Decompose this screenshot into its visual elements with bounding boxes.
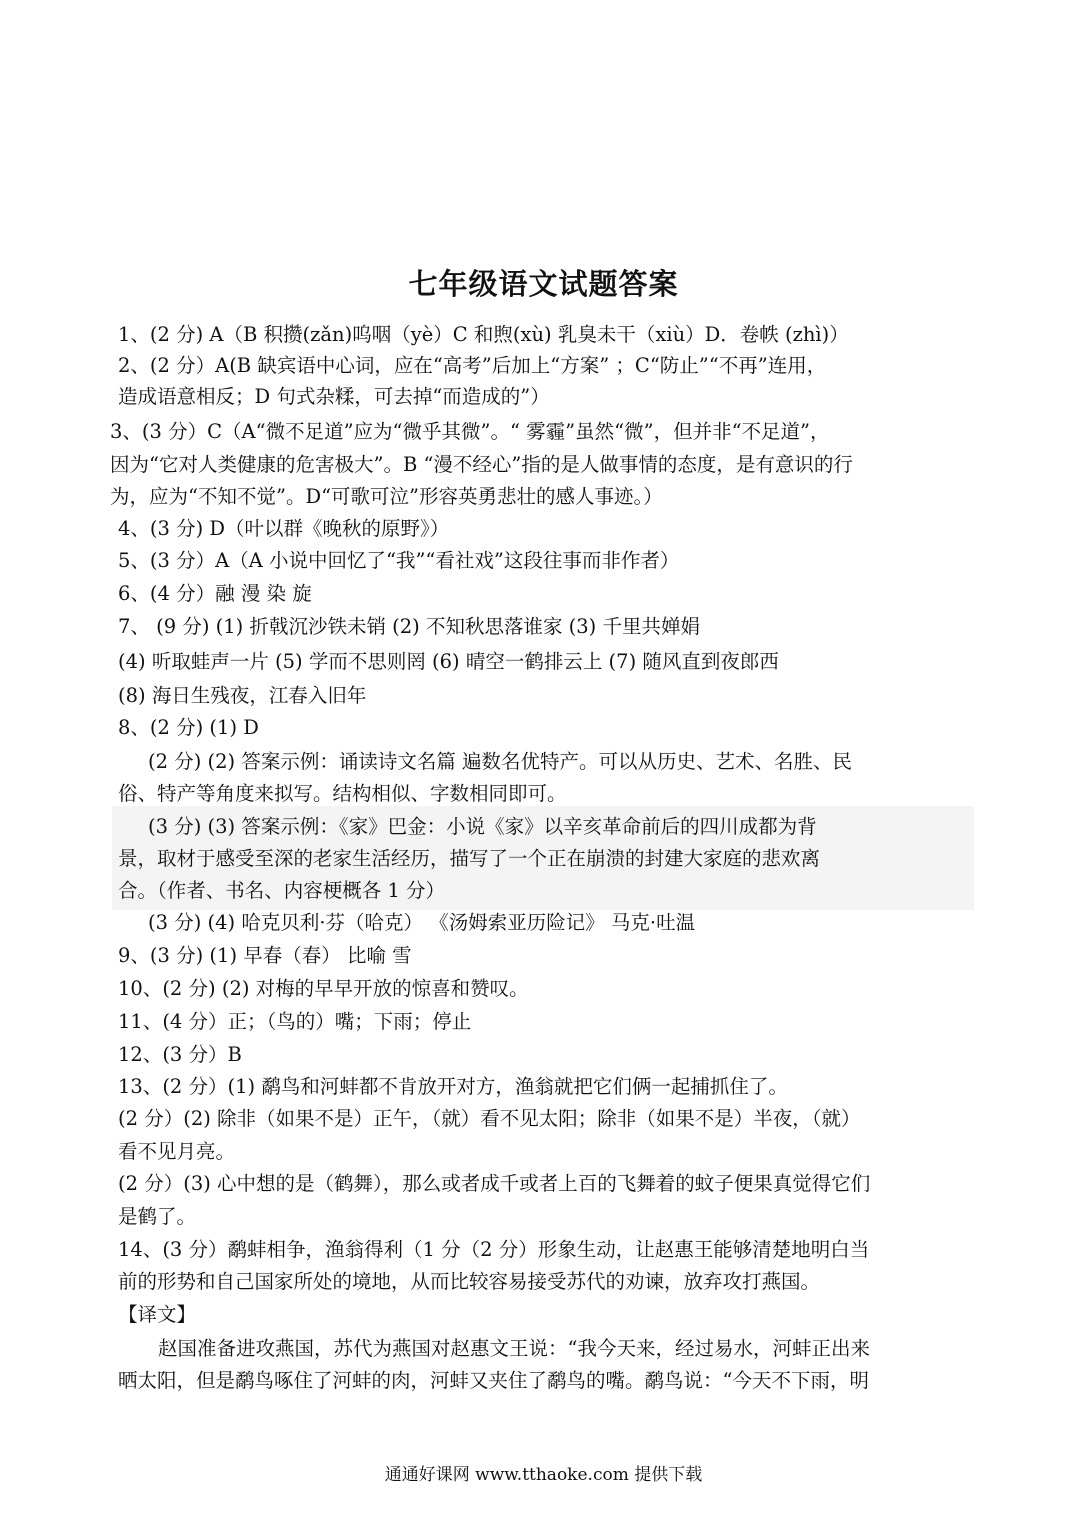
answer-line: 3、(3 分）C（A“微不足道”应为“微乎其微”。“ 雾霾”虽然“微”，但并非“不足道”， — [110, 420, 830, 443]
answer-line: 14、(3 分）鹬蚌相争，渔翁得利（1 分（2 分）形象生动，让赵惠王能够清楚地明白当 — [118, 1238, 870, 1261]
answer-line: (3 分) (3) 答案示例：《家》巴金：小说《家》以辛亥革命前后的四川成都为背 — [148, 815, 817, 838]
answer-line: 9、(3 分) (1) 早春（春） 比喻 雪 — [118, 944, 412, 967]
answer-line: 5、(3 分）A（A 小说中回忆了“我”“看社戏”这段往事而非作者） — [118, 549, 680, 572]
answer-line: (2 分) (2) 答案示例：诵读诗文名篇 遍数名优特产。可以从历史、艺术、名胜、民 — [148, 750, 853, 773]
answer-line: 4、(3 分) D（叶以群《晚秋的原野》） — [118, 517, 450, 540]
translation-line: 赵国准备进攻燕国，苏代为燕国对赵惠文王说：“我今天来，经过易水，河蚌正出来 — [158, 1337, 870, 1360]
answer-line: 12、(3 分）B — [118, 1043, 242, 1066]
answer-line: 10、(2 分) (2) 对梅的早早开放的惊喜和赞叹。 — [118, 977, 529, 1000]
footer-source-note: 通通好课网 www.tthaoke.com 提供下载 — [384, 1465, 703, 1485]
answer-line: (8) 海日生残夜，江春入旧年 — [118, 684, 367, 707]
answer-line: 因为“它对人类健康的危害极大”。B “漫不经心”指的是人做事情的态度，是有意识的行 — [110, 453, 853, 476]
answer-line: 俗、特产等角度来拟写。结构相似、字数相同即可。 — [118, 782, 567, 805]
answer-line: 为，应为“不知不觉”。D“可歌可泣”形容英勇悲壮的感人事迹。） — [110, 485, 663, 508]
answer-line: 1、(2 分) A（B 积攒(zǎn)呜咽（yè）C 和煦(xù) 乳臭未干（xiù）D．卷帙 (zhì)） — [118, 323, 849, 346]
answer-line: 13、(2 分）(1) 鹬鸟和河蚌都不肯放开对方，渔翁就把它们俩一起捕抓住了。 — [118, 1075, 788, 1098]
translation-line: 晒太阳，但是鹬鸟啄住了河蚌的肉，河蚌又夹住了鹬鸟的嘴。鹬鸟说：“今天不下雨，明 — [118, 1369, 869, 1392]
answer-line: 7、 (9 分) (1) 折戟沉沙铁未销 (2) 不知秋思落谁家 (3) 千里共婵娟 — [118, 615, 700, 638]
page-title: 七年级语文试题答案 — [408, 267, 679, 301]
answer-line: 是鹤了。 — [118, 1205, 197, 1228]
answer-line: (4) 听取蛙声一片 (5) 学而不思则罔 (6) 晴空一鹤排云上 (7) 随风直到夜郎西 — [118, 650, 779, 673]
answer-line: 景，取材于感受至深的老家生活经历，描写了一个正在崩溃的封建大家庭的悲欢离 — [118, 847, 821, 870]
answer-line: 造成语意相反；D 句式杂糅，可去掉“而造成的”） — [118, 385, 550, 408]
answer-line: (3 分) (4) 哈克贝利·芬（哈克） 《汤姆索亚历险记》 马克·吐温 — [148, 911, 696, 934]
answer-line: 2、(2 分）A(B 缺宾语中心词，应在“高考”后加上“方案” ；C“防止”“不再”连用， — [118, 354, 827, 377]
answer-line: 8、(2 分) (1) D — [118, 716, 259, 739]
answer-line: 合。（作者、书名、内容梗概各 1 分） — [118, 879, 446, 902]
answer-line: (2 分）(2) 除非（如果不是）正午，（就）看不见太阳；除非（如果不是）半夜，（就） — [118, 1107, 861, 1130]
answer-line: 前的形势和自己国家所处的境地，从而比较容易接受苏代的劝谏，放弃攻打燕国。 — [118, 1270, 821, 1293]
translation-heading: 【译文】 — [118, 1303, 197, 1326]
answer-line: (2 分）(3) 心中想的是（鹤舞），那么或者成千或者上百的飞舞着的蚊子便果真觉得它们 — [118, 1172, 871, 1195]
answer-line: 6、(4 分）融 漫 染 旋 — [118, 582, 312, 605]
answer-line: 看不见月亮。 — [118, 1140, 236, 1163]
answer-line: 11、(4 分）正；（鸟的）嘴；下雨；停止 — [118, 1010, 472, 1033]
